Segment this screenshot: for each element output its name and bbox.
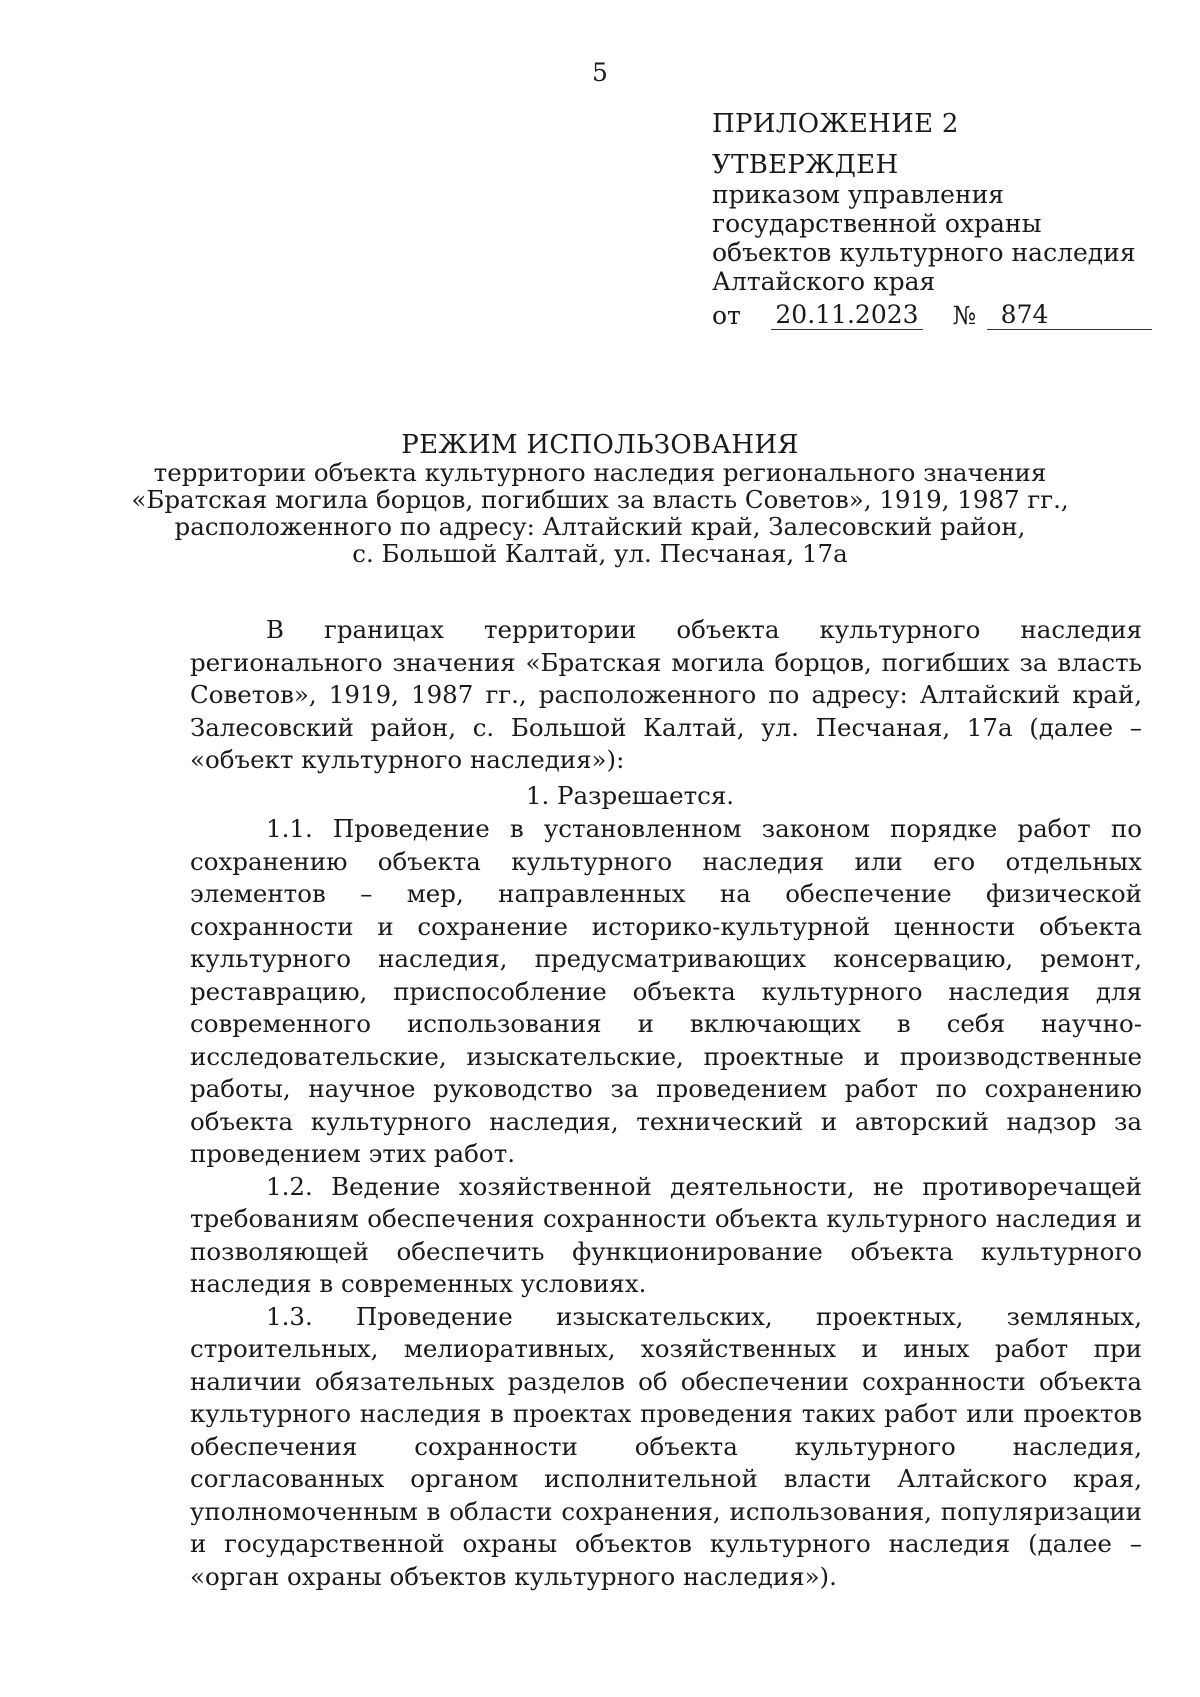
section-heading: 1. Разрешается. (525, 781, 735, 810)
from-label: от (712, 301, 741, 330)
document-title (60, 432, 1140, 567)
approval-line: объектов культурного наследия (712, 238, 1136, 267)
approval-line: государственной охраны (712, 209, 1042, 238)
appendix-title: ПРИЛОЖЕНИЕ 2 (712, 109, 959, 139)
section-items (190, 813, 1142, 1593)
title-line: с. Большой Калтай, ул. Песчаная, 17а (352, 539, 848, 568)
approval-line: Алтайского края (712, 267, 936, 296)
item-paragraph: 1.3. Проведение изыскательских, проектных, земляных, строительных, мелиоративных, хозяйственных и иных работ при наличии обязательных разделов об обеспечении сохранности объекта культурного наследия в проектах проведения таких работ или проектов обеспечения сохранности объекта культурного наследия, согласованных органом исполнительной власти Алтайского края, уполномоченным в области сохранения, использования, популяризации и государственной охраны объектов культурного наследия (далее – «орган охраны объектов культурного наследия»). (190, 1301, 1142, 1591)
item-paragraph: 1.1. Проведение в установленном законом порядке работ по сохранению объекта культурного наследия или его отдельных элементов – мер, направленных на обеспечение физической сохранности и сохранение историко-культурной ценности объекта культурного наследия, предусматривающих консервацию, ремонт, реставрацию, приспособление объекта культурного наследия для современного использования и включающих в себя научно-исследовательские, изыскательские, проектные и производственные работы, научное руководство за проведением работ по сохранению объекта культурного наследия, технический и авторский надзор за проведением этих работ. (190, 814, 1142, 1168)
approval-block (712, 110, 1152, 330)
title-line: территории объекта культурного наследия регионального значения (153, 458, 1047, 487)
approved-label: УТВЕРЖДЕН (712, 150, 899, 180)
intro-paragraph: В границах территории объекта культурного наследия регионального значения «Братская могила борцов, погибших за власть Советов», 1919, 1987 гг., расположенного по адресу: Алтайский край, Залесовский район, с. Большой Калтай, ул. Песчаная, 17а (далее – «объект культурного наследия»): (190, 615, 1142, 774)
title-line: «Братская могила борцов, погибших за власть Советов», 1919, 1987 гг., (131, 485, 1069, 514)
title-line: расположенного по адресу: Алтайский край, Залесовский район, (174, 512, 1026, 541)
order-date: 20.11.2023 (771, 300, 922, 330)
number-label: № (952, 301, 977, 330)
approval-line: приказом управления (712, 180, 1005, 209)
title-heading: РЕЖИМ ИСПОЛЬЗОВАНИЯ (401, 430, 799, 460)
page-number: 5 (592, 58, 608, 87)
order-date-number (712, 300, 1152, 330)
order-number: 874 (987, 300, 1152, 330)
item-paragraph: 1.2. Ведение хозяйственной деятельности, не противоречащей требованиям обеспечения сохранности объекта культурного наследия и позволяющей обеспечить функционирование объекта культурного наследия в современных условиях. (190, 1171, 1142, 1298)
